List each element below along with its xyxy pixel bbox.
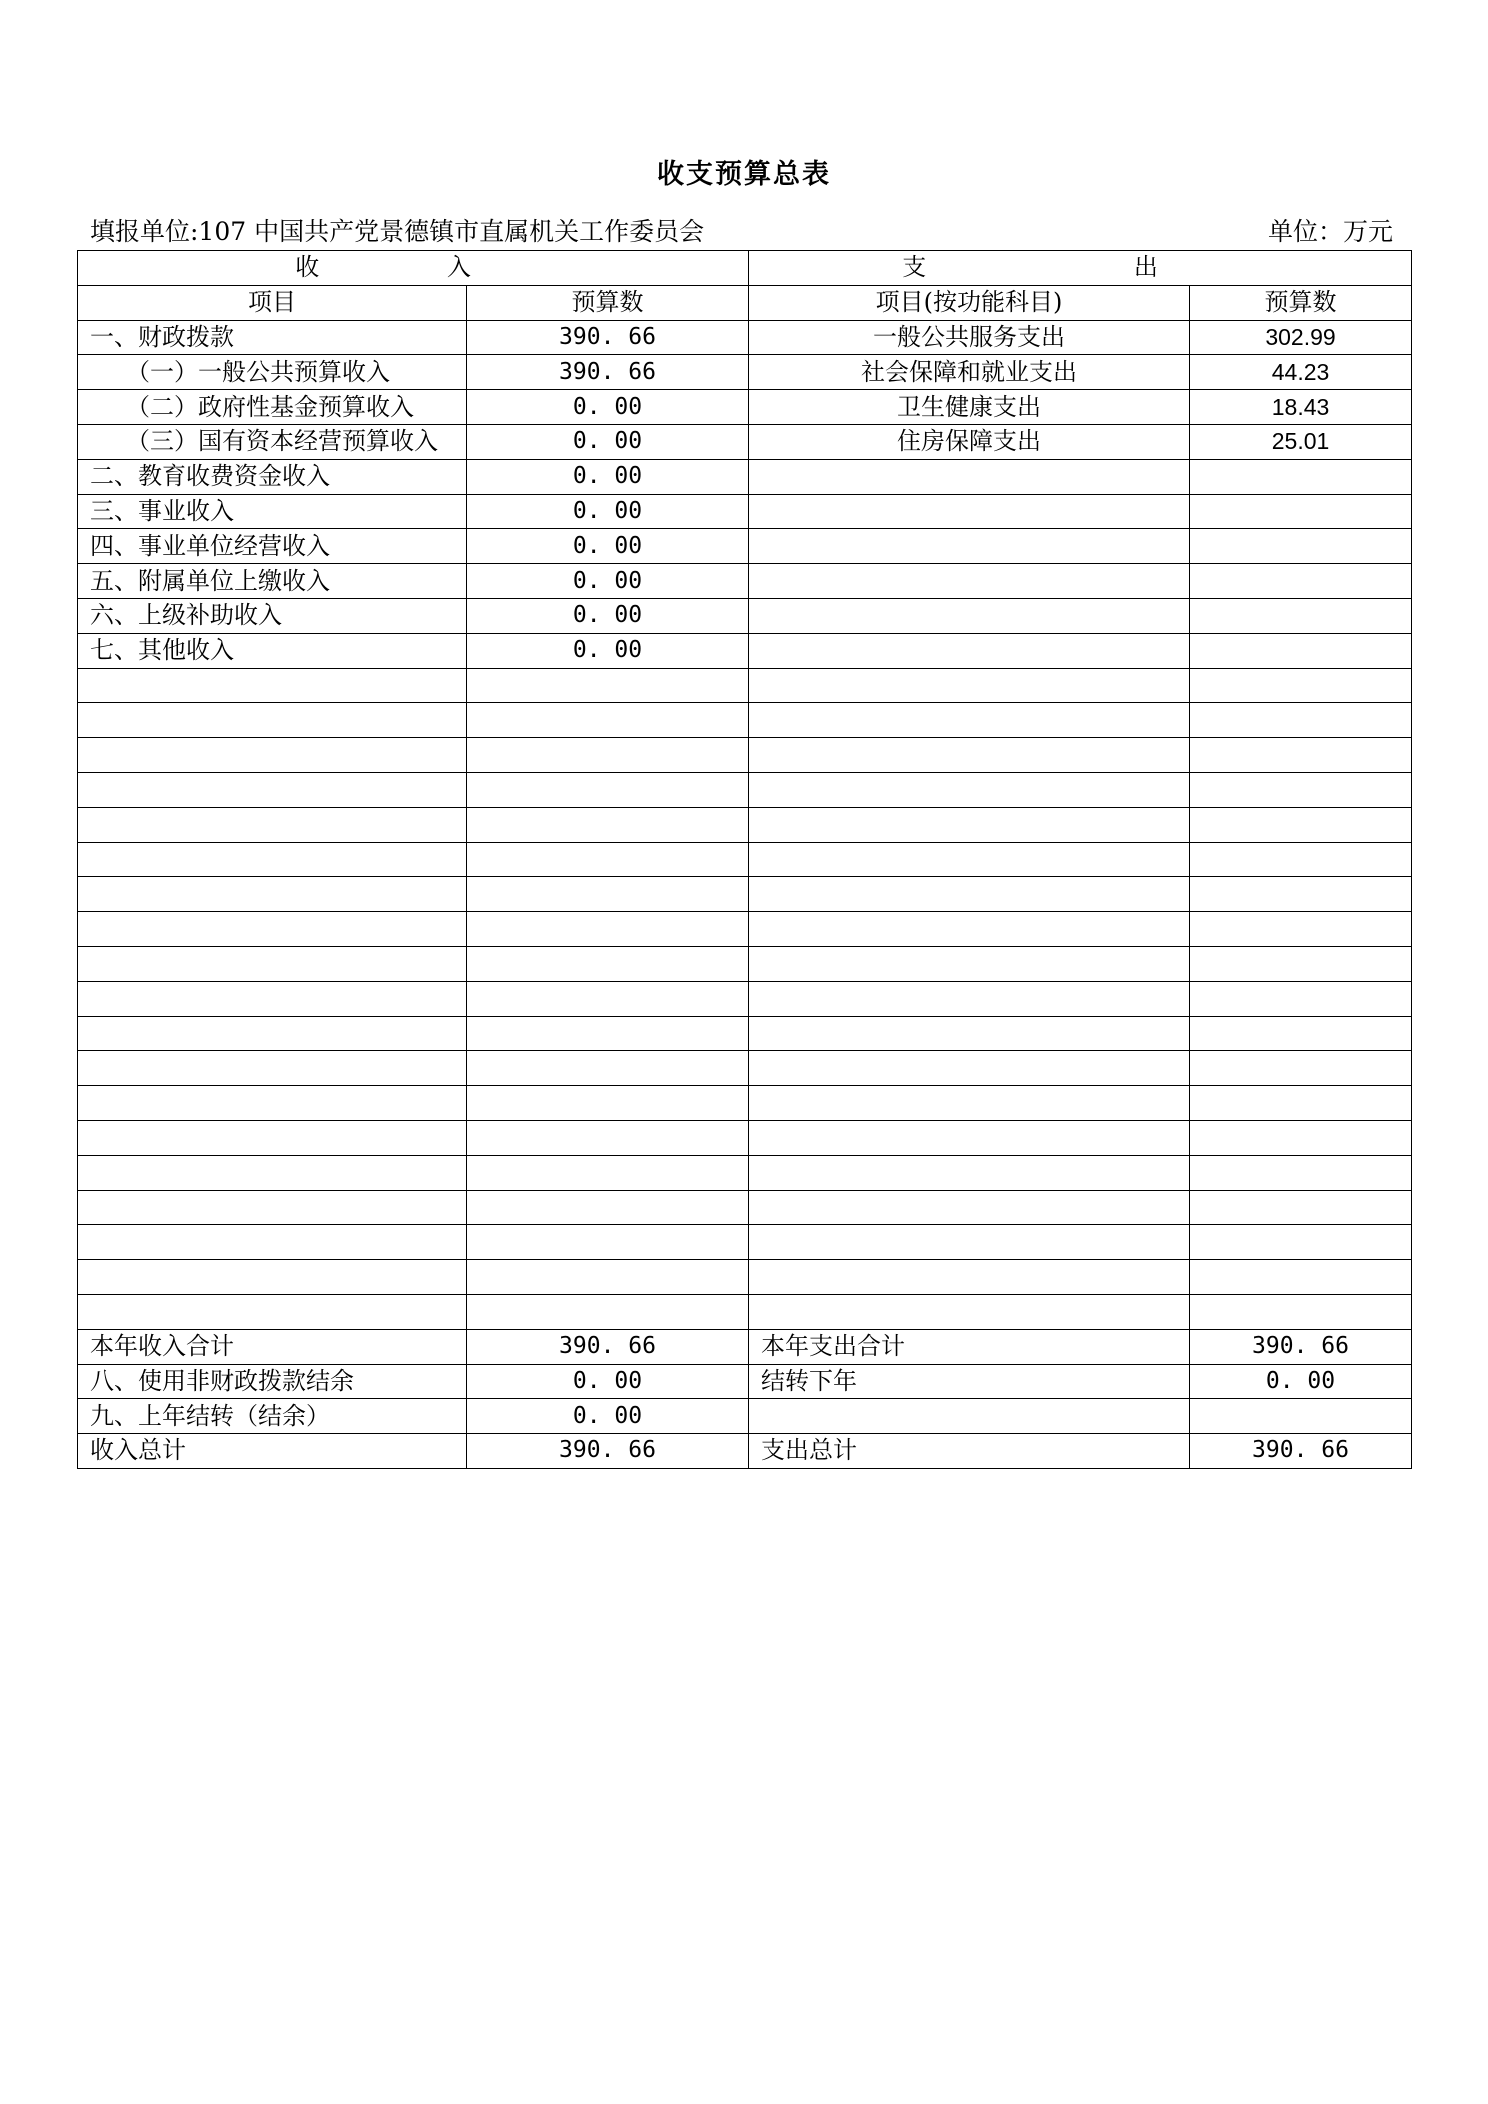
income-item-cell: （一）一般公共预算收入: [78, 355, 467, 390]
income-item-cell: 七、其他收入: [78, 633, 467, 668]
total-expense-label: 支出总计: [749, 1434, 1190, 1469]
expense-item-cell: [749, 633, 1190, 668]
empty-cell: [467, 1260, 749, 1295]
empty-cell: [749, 807, 1190, 842]
expense-value-cell: [1190, 564, 1412, 599]
total-income-label: 九、上年结转（结余）: [78, 1399, 467, 1434]
empty-cell: [1190, 946, 1412, 981]
income-value-cell: 0. 00: [467, 494, 749, 529]
empty-cell: [467, 1086, 749, 1121]
empty-row: [78, 877, 1412, 912]
empty-row: [78, 1225, 1412, 1260]
empty-cell: [749, 1260, 1190, 1295]
expense-value-cell: 44.23: [1190, 355, 1412, 390]
empty-row: [78, 1120, 1412, 1155]
budget-table: [77, 250, 1412, 1469]
expense-value-cell: [1190, 598, 1412, 633]
empty-cell: [78, 1086, 467, 1121]
expense-value-cell: 25.01: [1190, 424, 1412, 459]
total-income-value: 0. 00: [467, 1399, 749, 1434]
total-income-value: 390. 66: [467, 1329, 749, 1364]
empty-cell: [1190, 1225, 1412, 1260]
table-row: [78, 424, 1412, 459]
expense-item-cell: 卫生健康支出: [749, 390, 1190, 425]
empty-cell: [1190, 912, 1412, 947]
empty-cell: [78, 703, 467, 738]
total-expense-value: 390. 66: [1190, 1329, 1412, 1364]
empty-cell: [467, 738, 749, 773]
empty-row: [78, 981, 1412, 1016]
empty-cell: [467, 1190, 749, 1225]
empty-cell: [1190, 668, 1412, 703]
expense-item-cell: 住房保障支出: [749, 424, 1190, 459]
expense-item-cell: [749, 598, 1190, 633]
empty-cell: [1190, 842, 1412, 877]
empty-cell: [467, 842, 749, 877]
table-row: [78, 459, 1412, 494]
empty-row: [78, 1294, 1412, 1329]
income-value-cell: 0. 00: [467, 529, 749, 564]
expense-value-cell: 302.99: [1190, 320, 1412, 355]
table-row: [78, 529, 1412, 564]
empty-cell: [78, 1260, 467, 1295]
expense-value-cell: [1190, 494, 1412, 529]
empty-cell: [78, 738, 467, 773]
empty-cell: [1190, 981, 1412, 1016]
expense-value-cell: 18.43: [1190, 390, 1412, 425]
empty-cell: [749, 1294, 1190, 1329]
total-income-label: 收入总计: [78, 1434, 467, 1469]
empty-cell: [467, 1016, 749, 1051]
empty-cell: [467, 912, 749, 947]
empty-row: [78, 842, 1412, 877]
empty-row: [78, 1190, 1412, 1225]
empty-cell: [749, 912, 1190, 947]
expense-section-header: 支 出: [749, 251, 1412, 286]
empty-cell: [467, 703, 749, 738]
empty-cell: [749, 1051, 1190, 1086]
total-expense-value: 390. 66: [1190, 1434, 1412, 1469]
empty-row: [78, 807, 1412, 842]
empty-cell: [749, 1225, 1190, 1260]
empty-cell: [1190, 772, 1412, 807]
total-row: [78, 1329, 1412, 1364]
column-header-row: [78, 285, 1412, 320]
reporting-unit: 填报单位:107 中国共产党景德镇市直属机关工作委员会: [90, 217, 705, 246]
empty-cell: [749, 738, 1190, 773]
table-row: [78, 390, 1412, 425]
total-income-value: 390. 66: [467, 1434, 749, 1469]
empty-cell: [749, 946, 1190, 981]
income-item-cell: 三、事业收入: [78, 494, 467, 529]
income-value-cell: 0. 00: [467, 459, 749, 494]
empty-cell: [467, 1120, 749, 1155]
expense-value-cell: [1190, 633, 1412, 668]
empty-row: [78, 703, 1412, 738]
empty-cell: [467, 1051, 749, 1086]
table-row: [78, 598, 1412, 633]
expense-item-cell: [749, 529, 1190, 564]
empty-cell: [1190, 1155, 1412, 1190]
total-row: [78, 1364, 1412, 1399]
currency-unit: 单位：万元: [1268, 217, 1394, 246]
empty-cell: [749, 981, 1190, 1016]
empty-cell: [78, 1294, 467, 1329]
table-row: [78, 494, 1412, 529]
income-value-cell: 390. 66: [467, 355, 749, 390]
expense-item-cell: [749, 564, 1190, 599]
empty-cell: [467, 877, 749, 912]
empty-cell: [78, 1016, 467, 1051]
expense-item-cell: [749, 459, 1190, 494]
total-income-label: 八、使用非财政拨款结余: [78, 1364, 467, 1399]
empty-cell: [78, 1155, 467, 1190]
empty-cell: [1190, 877, 1412, 912]
empty-cell: [749, 1120, 1190, 1155]
empty-cell: [749, 1155, 1190, 1190]
section-header-row: [78, 251, 1412, 286]
empty-row: [78, 946, 1412, 981]
table-row: [78, 564, 1412, 599]
income-item-cell: 六、上级补助收入: [78, 598, 467, 633]
empty-cell: [1190, 1294, 1412, 1329]
total-income-value: 0. 00: [467, 1364, 749, 1399]
empty-cell: [1190, 1051, 1412, 1086]
empty-cell: [1190, 1016, 1412, 1051]
empty-cell: [78, 1120, 467, 1155]
empty-cell: [467, 1225, 749, 1260]
empty-cell: [78, 842, 467, 877]
empty-cell: [1190, 703, 1412, 738]
empty-row: [78, 1086, 1412, 1121]
empty-cell: [467, 946, 749, 981]
empty-cell: [467, 772, 749, 807]
expense-item-cell: 一般公共服务支出: [749, 320, 1190, 355]
income-item-cell: 二、教育收费资金收入: [78, 459, 467, 494]
income-value-cell: 0. 00: [467, 598, 749, 633]
empty-cell: [78, 1190, 467, 1225]
empty-cell: [78, 946, 467, 981]
empty-cell: [467, 1155, 749, 1190]
income-item-cell: （三）国有资本经营预算收入: [78, 424, 467, 459]
empty-cell: [78, 981, 467, 1016]
empty-row: [78, 1051, 1412, 1086]
empty-cell: [78, 1225, 467, 1260]
empty-cell: [1190, 738, 1412, 773]
empty-cell: [78, 772, 467, 807]
total-expense-value: [1190, 1399, 1412, 1434]
empty-cell: [78, 668, 467, 703]
table-row: [78, 355, 1412, 390]
income-value-cell: 0. 00: [467, 564, 749, 599]
empty-cell: [749, 1190, 1190, 1225]
table-row: [78, 320, 1412, 355]
total-expense-label: [749, 1399, 1190, 1434]
income-item-cell: （二）政府性基金预算收入: [78, 390, 467, 425]
total-row: [78, 1434, 1412, 1469]
income-value-cell: 0. 00: [467, 390, 749, 425]
total-expense-label: 本年支出合计: [749, 1329, 1190, 1364]
empty-row: [78, 912, 1412, 947]
expense-value-cell: [1190, 529, 1412, 564]
empty-cell: [749, 668, 1190, 703]
expense-item-cell: 社会保障和就业支出: [749, 355, 1190, 390]
empty-cell: [467, 1294, 749, 1329]
empty-cell: [1190, 1086, 1412, 1121]
income-item-cell: 四、事业单位经营收入: [78, 529, 467, 564]
empty-cell: [78, 807, 467, 842]
total-income-label: 本年收入合计: [78, 1329, 467, 1364]
empty-cell: [467, 668, 749, 703]
empty-cell: [78, 912, 467, 947]
income-value-cell: 0. 00: [467, 633, 749, 668]
empty-cell: [749, 772, 1190, 807]
total-expense-value: 0. 00: [1190, 1364, 1412, 1399]
empty-cell: [749, 703, 1190, 738]
empty-row: [78, 738, 1412, 773]
empty-cell: [749, 1016, 1190, 1051]
income-item-header: 项目: [78, 285, 467, 320]
empty-cell: [1190, 1120, 1412, 1155]
empty-cell: [78, 877, 467, 912]
income-budget-header: 预算数: [467, 285, 749, 320]
income-value-cell: 390. 66: [467, 320, 749, 355]
expense-value-cell: [1190, 459, 1412, 494]
empty-cell: [78, 1051, 467, 1086]
empty-row: [78, 1260, 1412, 1295]
empty-row: [78, 668, 1412, 703]
empty-row: [78, 1016, 1412, 1051]
total-row: [78, 1399, 1412, 1434]
income-value-cell: 0. 00: [467, 424, 749, 459]
page-title: 收支预算总表: [657, 159, 831, 190]
empty-cell: [467, 807, 749, 842]
empty-cell: [1190, 807, 1412, 842]
table-row: [78, 633, 1412, 668]
income-section-header: 收 入: [78, 251, 749, 286]
income-item-cell: 五、附属单位上缴收入: [78, 564, 467, 599]
expense-item-cell: [749, 494, 1190, 529]
empty-cell: [749, 842, 1190, 877]
empty-cell: [749, 877, 1190, 912]
empty-row: [78, 1155, 1412, 1190]
empty-cell: [1190, 1190, 1412, 1225]
expense-budget-header: 预算数: [1190, 285, 1412, 320]
income-item-cell: 一、财政拨款: [78, 320, 467, 355]
empty-cell: [749, 1086, 1190, 1121]
empty-row: [78, 772, 1412, 807]
empty-cell: [467, 981, 749, 1016]
empty-cell: [1190, 1260, 1412, 1295]
total-expense-label: 结转下年: [749, 1364, 1190, 1399]
expense-item-header: 项目(按功能科目): [749, 285, 1190, 320]
